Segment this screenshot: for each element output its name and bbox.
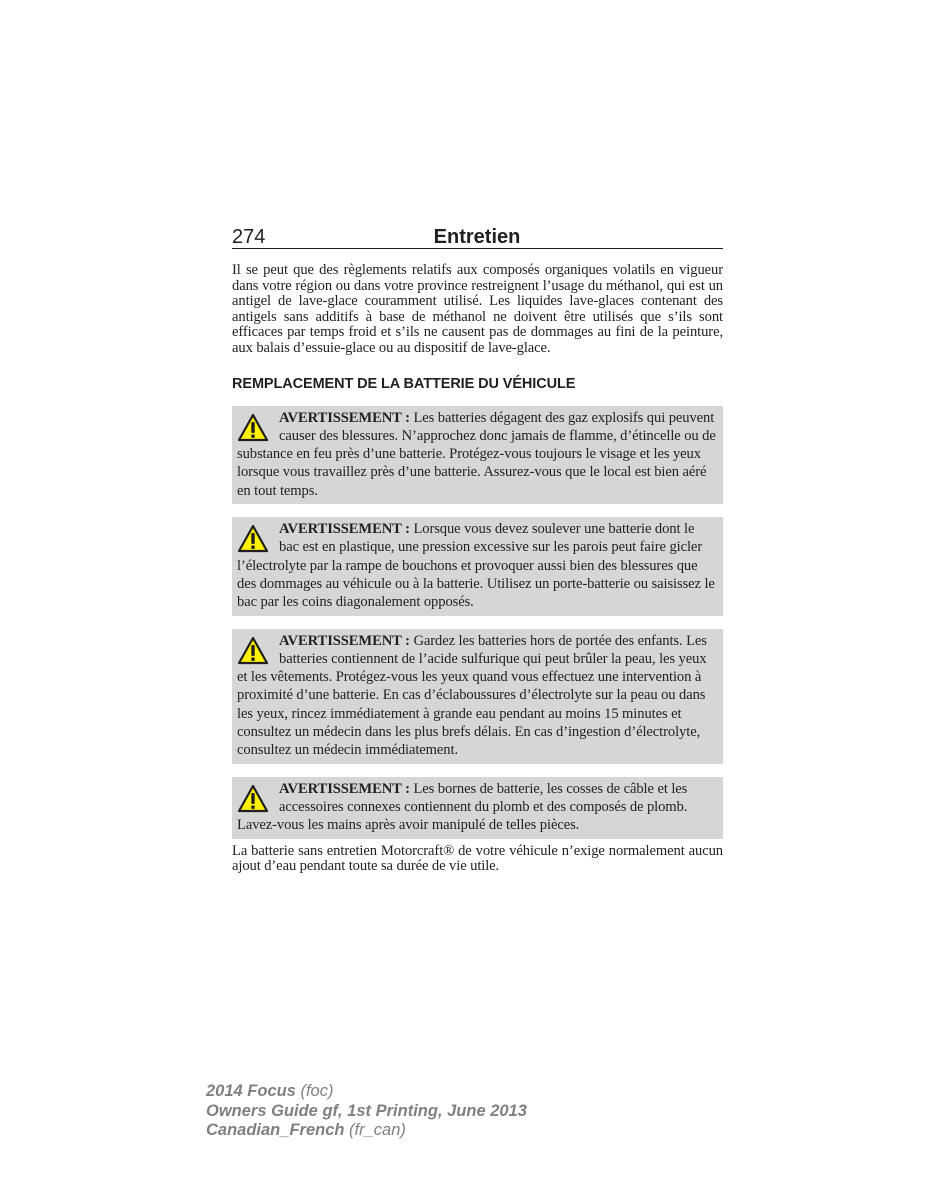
warning-triangle-icon <box>237 636 269 666</box>
warning-box <box>232 406 723 504</box>
warning-text: Lorsque vous devez soulever une batterie dont le bac est en plastique, une pression excessive sur les parois peut faire gicler l’électrolyte par la rampe de bouchons et provoquer aussi bien des blessures que des dommages au véhicule ou à la batterie. Utilisez un porte-batterie ou saisissez le bac par les coins diagonalement opposés. <box>237 521 715 611</box>
warning-label: AVERTISSEMENT : <box>279 632 410 649</box>
warning-label: AVERTISSEMENT : <box>279 409 410 426</box>
warning-text: Les batteries dégagent des gaz explosifs qui peuvent causer des blessures. N’approchez donc jamais de flamme, d’étincelle ou de substance en feu près d’une batterie. Protégez-vous toujours le visage et les yeux lorsque vous travaillez près d’une batterie. Assurez-vous que le local est bien aéré en tout temps. <box>237 409 716 499</box>
intro-paragraph: Il se peut que des règlements relatifs aux composés organiques volatils en vigueur dans votre région ou dans votre province restreignent l’usage du méthanol, qui est un antigel de lave-glace couramment utilisé. Les liquides lave-glaces contenant des antigels sans additifs à base de méthanol ne doivent être utilisés que s’ils sont efficaces par temps froid et s’ils ne causent pas de dommages au fini de la peinture, aux balais d’essuie-glace ou au dispositif de lave-glace. <box>232 262 723 356</box>
warning-text: Gardez les batteries hors de portée des enfants. Les batteries contiennent de l’acide sulfurique qui peut brûler la peau, les yeux et les vêtements. Protégez-vous les yeux quand vous effectuez une intervention à proximité d’une batterie. En cas d’éclaboussures d’électrolyte sur la peau ou dans les yeux, rincez immédiatement à grande eau pendant au moins 15 minutes et consultez un médecin dans les plus brefs délais. En cas d’ingestion d’électrolyte, consultez un médecin immédiatement. <box>237 632 707 759</box>
footer-line-language: Canadian_French (fr_can) <box>206 1121 406 1139</box>
warning-box <box>232 517 723 615</box>
outro-paragraph: La batterie sans entretien Motorcraft® de votre véhicule n’exige normalement aucun ajout d’eau pendant toute sa durée de vie utile. <box>232 842 723 875</box>
page-header <box>232 222 723 249</box>
manual-page <box>232 222 723 875</box>
footer-line-model: 2014 Focus (foc) <box>206 1082 334 1100</box>
warning-label: AVERTISSEMENT : <box>279 780 410 797</box>
warning-box <box>232 777 723 839</box>
warning-box <box>232 629 723 764</box>
print-footer <box>206 1082 527 1141</box>
warning-triangle-icon <box>237 413 269 443</box>
page-number: 274 <box>232 226 266 248</box>
footer-line-printing: Owners Guide gf, 1st Printing, June 2013 <box>206 1101 527 1120</box>
section-heading: REMPLACEMENT DE LA BATTERIE DU VÉHICULE <box>232 375 576 392</box>
page-title: Entretien <box>433 226 521 248</box>
warning-text: Les bornes de batterie, les cosses de câble et les accessoires connexes contiennent du plomb et des composés de plomb. Lavez-vous les mains après avoir manipulé de telles pièces. <box>237 780 688 834</box>
warning-triangle-icon <box>237 524 269 554</box>
warning-triangle-icon <box>237 784 269 814</box>
warning-label: AVERTISSEMENT : <box>279 521 410 538</box>
